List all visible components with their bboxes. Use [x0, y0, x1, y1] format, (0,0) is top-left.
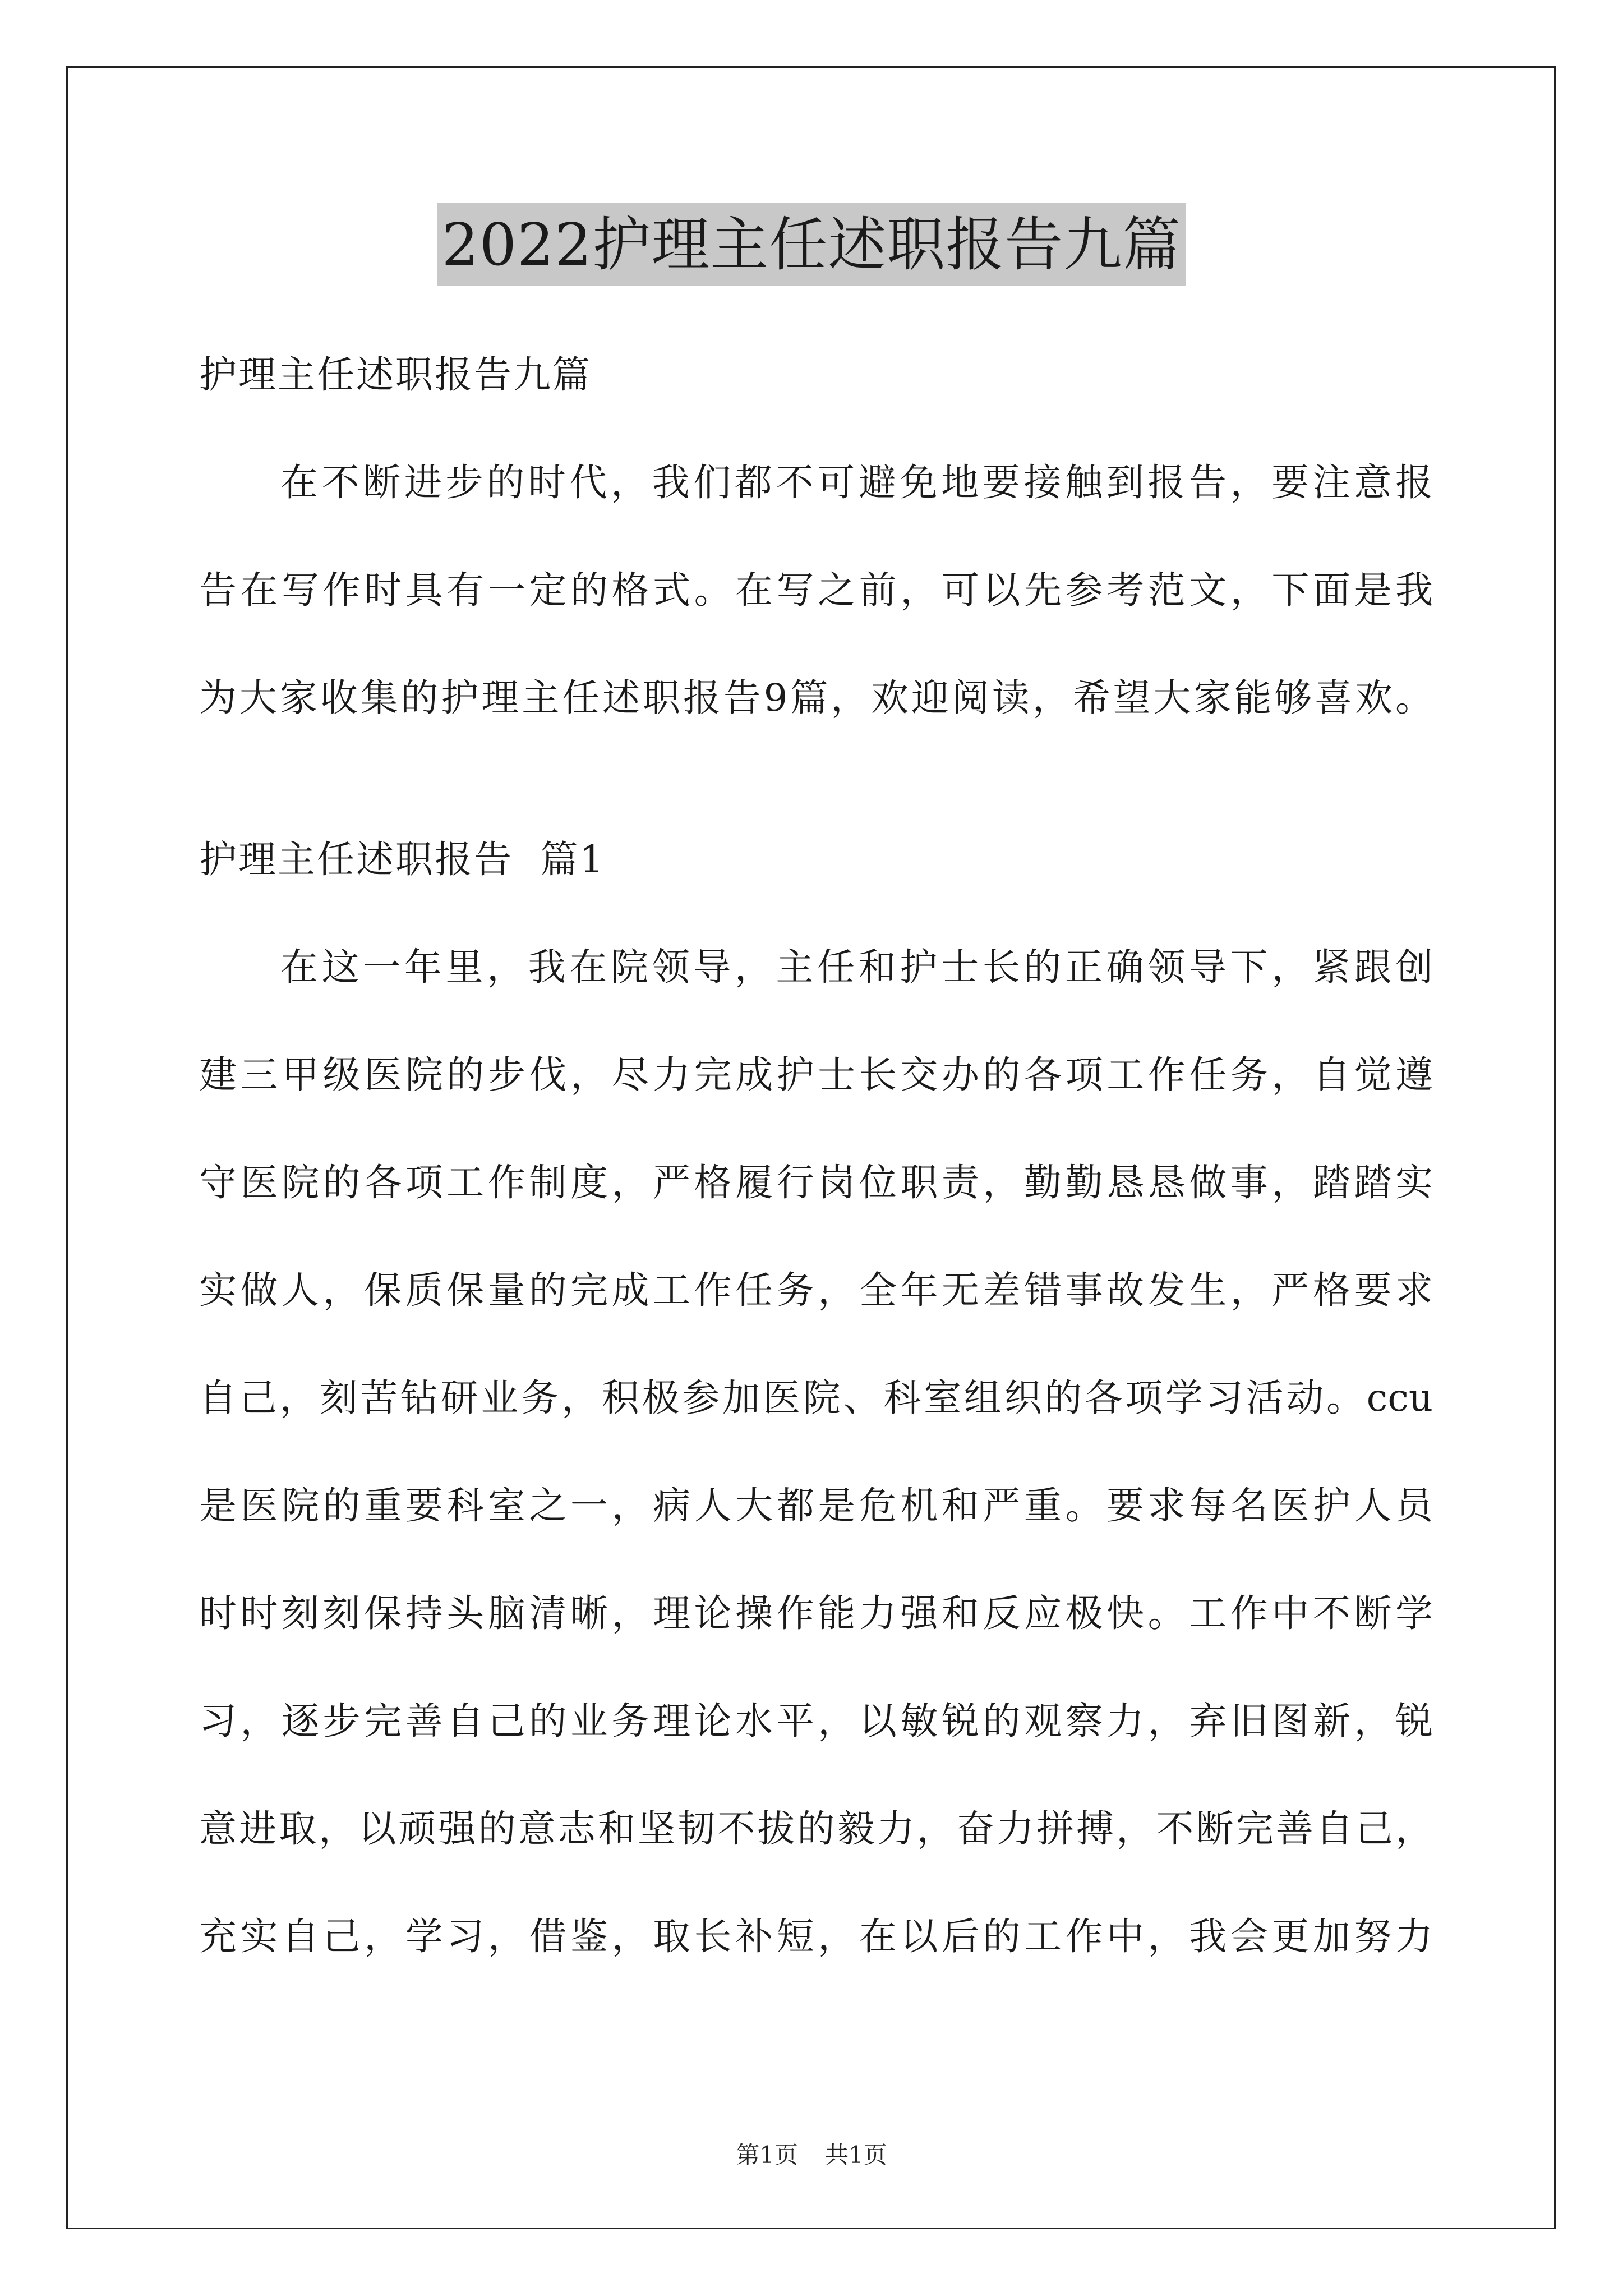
paragraph-line: 自己，刻苦钻研业务，积极参加医院、科室组织的各项学习活动。ccu	[199, 1376, 1433, 1420]
title-wrap	[0, 203, 1623, 286]
paragraph-line: 实做人，保质保量的完成工作任务，全年无差错事故发生，严格要求	[199, 1268, 1433, 1312]
page-number: 第1页	[736, 2141, 798, 2169]
paragraph-line: 是医院的重要科室之一，病人大都是危机和严重。要求每名医护人员	[199, 1484, 1433, 1527]
paragraph-line: 守医院的各项工作制度，严格履行岗位职责，勤勤恳恳做事，踏踏实	[199, 1161, 1433, 1204]
paragraph-line: 意进取，以顽强的意志和坚韧不拔的毅力，奋力拼搏，不断完善自己，	[199, 1807, 1433, 1851]
section-heading: 护理主任述职报告 篇1	[199, 838, 606, 881]
paragraph-line: 在这一年里，我在院领导，主任和护士长的正确领导下，紧跟创	[280, 945, 1433, 989]
document-subtitle: 护理主任述职报告九篇	[199, 353, 592, 397]
document-body	[199, 348, 1433, 1963]
intro-line: 告在写作时具有一定的格式。在写之前，可以先参考范文，下面是我	[199, 568, 1433, 612]
paragraph-line: 建三甲级医院的步伐，尽力完成护士长交办的各项工作任务，自觉遵	[199, 1053, 1433, 1097]
intro-line: 为大家收集的护理主任述职报告9篇，欢迎阅读，希望大家能够喜欢。	[199, 676, 1433, 720]
document-title: 2022护理主任述职报告九篇	[437, 203, 1186, 286]
page-total: 共1页	[825, 2141, 887, 2169]
paragraph-line: 时时刻刻保持头脑清晰，理论操作能力强和反应极快。工作中不断学	[199, 1591, 1433, 1635]
paragraph-line: 习，逐步完善自己的业务理论水平，以敏锐的观察力，弃旧图新，锐	[199, 1699, 1433, 1743]
paragraph-line: 充实自己，学习，借鉴，取长补短，在以后的工作中，我会更加努力	[199, 1915, 1433, 1958]
page-footer	[0, 2139, 1623, 2171]
intro-line: 在不断进步的时代，我们都不可避免地要接触到报告，要注意报	[280, 461, 1433, 504]
